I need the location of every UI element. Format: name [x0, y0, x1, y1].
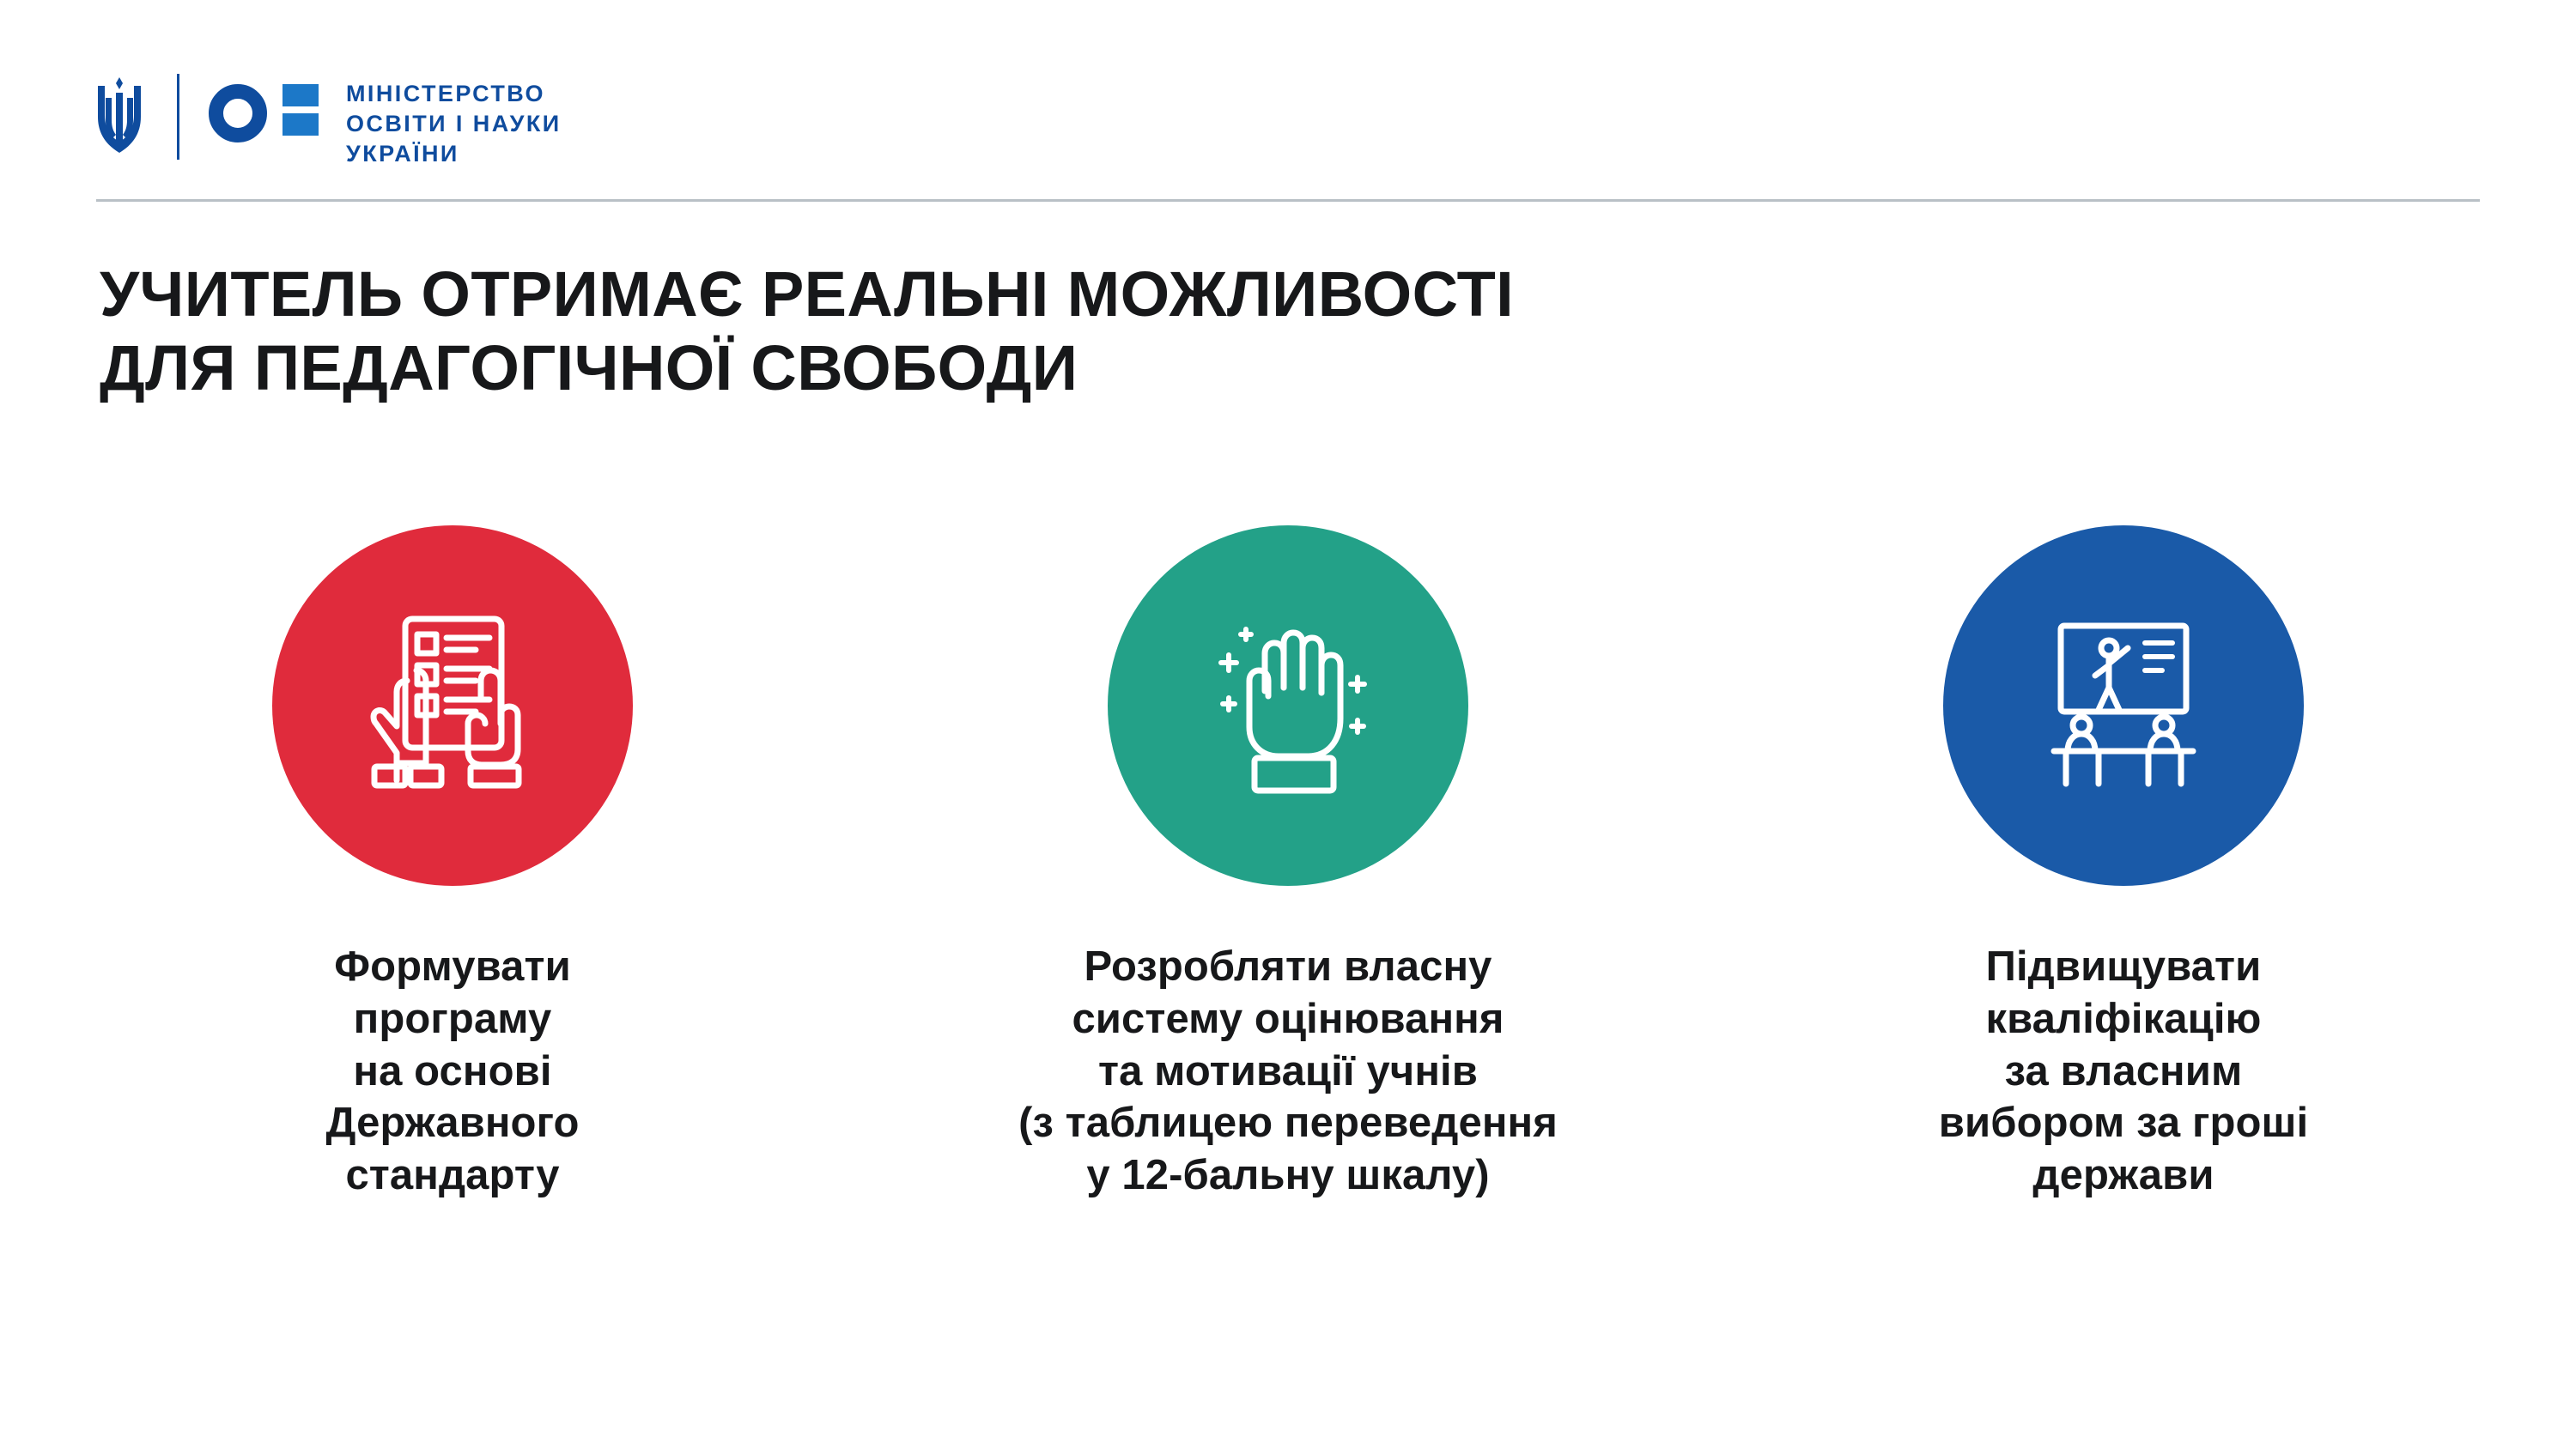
ministry-name — [346, 64, 562, 169]
page-title-line-1: УЧИТЕЛЬ ОТРИМАЄ РЕАЛЬНІ МОЖЛИВОСТІ — [100, 258, 1515, 330]
mon-oe-logo-icon — [209, 77, 319, 156]
card-curriculum — [96, 525, 809, 1202]
card-professional-development — [1767, 525, 2480, 1202]
card-icon-circle — [1943, 525, 2304, 886]
card-caption-line: Державного — [325, 1100, 580, 1147]
card-caption-line: Формувати — [334, 943, 571, 990]
card-icon-circle — [1108, 525, 1468, 886]
card-icon-circle — [272, 525, 633, 886]
page-header — [96, 53, 2480, 202]
raised-fist-icon — [1181, 598, 1395, 813]
page-title — [100, 258, 2480, 405]
card-caption-line: держави — [2032, 1152, 2215, 1198]
logo-divider — [177, 74, 179, 160]
logo-bar-middle — [283, 113, 319, 136]
hands-checklist-icon — [345, 598, 560, 813]
ministry-name-line-2: ОСВІТИ І НАУКИ — [346, 111, 562, 137]
card-assessment — [932, 525, 1644, 1202]
card-caption — [1939, 941, 2308, 1202]
page-title-line-2: ДЛЯ ПЕДАГОГІЧНОЇ СВОБОДИ — [100, 331, 1078, 403]
teacher-at-board-icon — [2016, 598, 2231, 813]
logo-bar-top — [283, 84, 319, 106]
card-caption-line: (з таблицею переведення — [1018, 1100, 1558, 1147]
ministry-logo — [96, 53, 562, 169]
ukraine-trident-icon — [96, 77, 143, 156]
card-caption-line: стандарту — [345, 1152, 560, 1198]
card-caption-line: Розробляти власну — [1084, 943, 1492, 990]
card-caption-line: у 12-бальну шкалу) — [1086, 1152, 1490, 1198]
card-caption-line: за власним — [2004, 1047, 2243, 1094]
card-caption-line: на основі — [353, 1047, 552, 1094]
cards-row — [96, 525, 2480, 1202]
card-caption-line: вибором за гроші — [1938, 1100, 2309, 1147]
card-caption-line: програму — [353, 995, 552, 1042]
card-caption-line: та мотивації учнів — [1098, 1047, 1478, 1094]
card-caption-line: систему оцінювання — [1072, 995, 1504, 1042]
logo-o-ring — [209, 84, 267, 142]
card-caption — [1018, 941, 1558, 1202]
ministry-name-line-3: УКРАЇНИ — [346, 141, 459, 167]
card-caption-line: кваліфікацію — [1985, 995, 2262, 1042]
card-caption-line: Підвищувати — [1985, 943, 2262, 990]
card-caption — [326, 941, 580, 1202]
ministry-name-line-1: МІНІСТЕРСТВО — [346, 81, 545, 106]
